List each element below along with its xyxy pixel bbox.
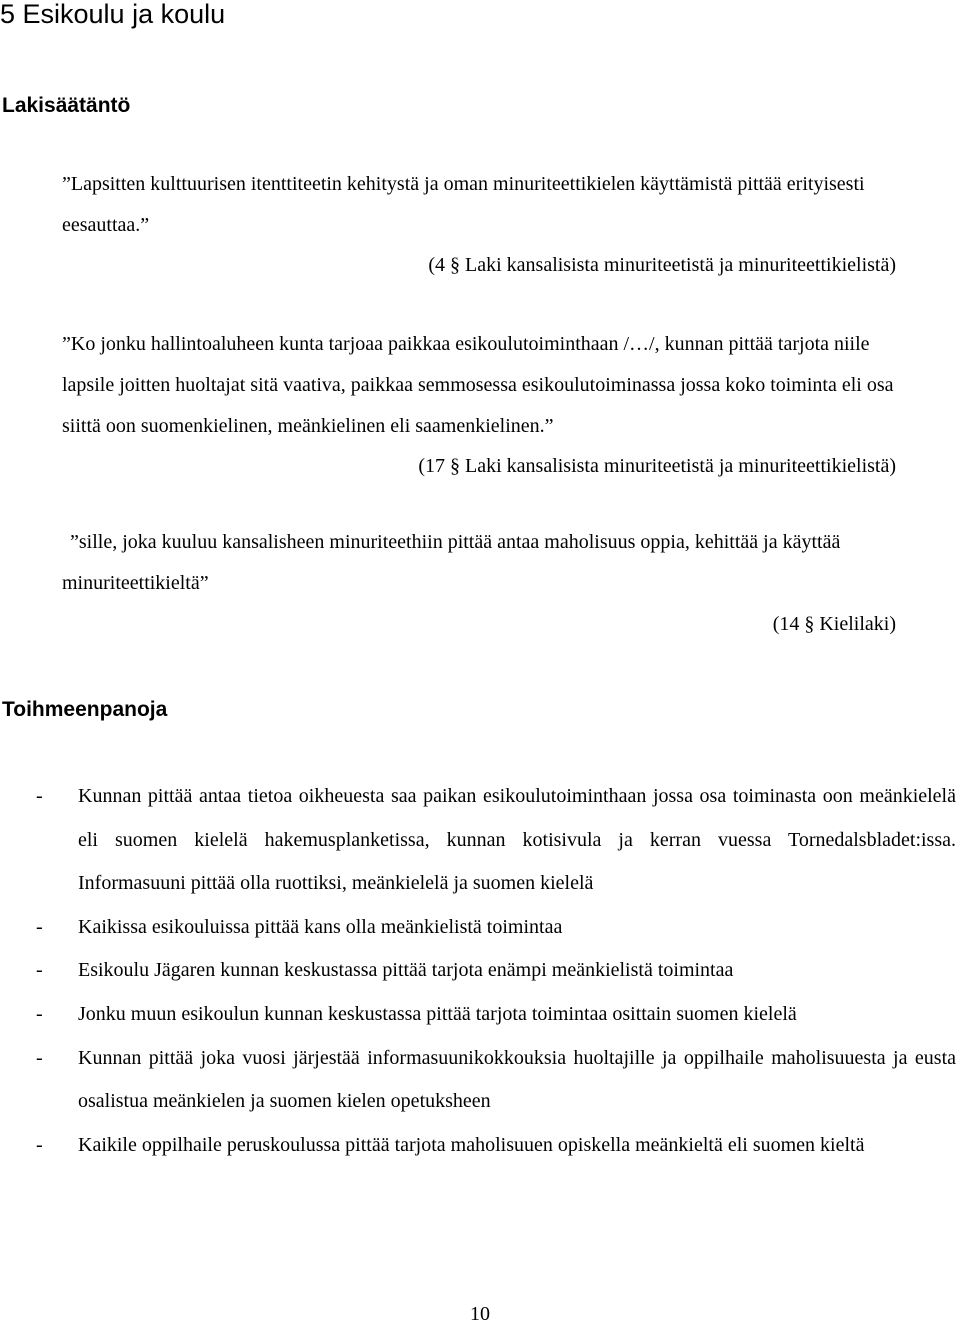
bullet-dash: - bbox=[36, 915, 43, 938]
law-citation: (14 § Kielilaki) bbox=[772, 613, 896, 635]
list-item bbox=[36, 949, 956, 993]
list-item bbox=[36, 1037, 956, 1124]
bullet-dash: - bbox=[36, 1002, 43, 1025]
list-item-text: Kunnan pittää joka vuosi järjestää informasuunikokkouksia huoltajille ja oppilhaile maholisuuesta ja eusta osalistua meänkielen ja suomen kielen opetuksheen bbox=[78, 1046, 956, 1113]
bullet-dash: - bbox=[36, 959, 43, 982]
page-number: 10 bbox=[470, 1303, 490, 1325]
law-quote: ”Lapsitten kulttuurisen itenttiteetin kehitystä ja oman minuriteettikielen käyttämistä pittää erityisesti eesauttaa.” bbox=[62, 173, 865, 236]
bullet-dash: - bbox=[36, 1046, 43, 1069]
law-quote: ”sille, joka kuuluu kansalisheen minuriteethiin pittää antaa maholisuus oppia, kehittää ja käyttää minuriteettikieltä” bbox=[62, 531, 841, 594]
law-citation: (4 § Laki kansalisista minuriteetistä ja minuriteettikielistä) bbox=[428, 254, 896, 276]
list-item bbox=[36, 993, 956, 1037]
list-item-text: Kaikissa esikouluissa pittää kans olla meänkielistä toimintaa bbox=[78, 915, 563, 938]
list-item-text: Esikoulu Jägaren kunnan keskustassa pittää tarjota enämpi meänkielistä toimintaa bbox=[78, 959, 734, 982]
bullet-dash: - bbox=[36, 1133, 43, 1156]
chapter-title: 5 Esikoulu ja koulu bbox=[0, 0, 226, 29]
list-item bbox=[36, 906, 956, 950]
section-heading-legislation: Lakisäätäntö bbox=[2, 94, 131, 117]
list-item-text: Jonku muun esikoulun kunnan keskustassa pittää tarjota toimintaa osittain suomen kielelä bbox=[78, 1002, 797, 1025]
law-quote: ”Ko jonku hallintoaluheen kunta tarjoaa paikkaa esikoulutoiminthaan /…/, kunnan pittää tarjota niile lapsile joitten huoltajat sitä vaativa, paikkaa semmosessa esikoulutoiminassa jossa koko toiminta eli osa siittä oon suomenkielinen, meänkielinen eli saamenkielinen.” bbox=[62, 333, 894, 437]
list-item bbox=[36, 775, 956, 906]
implementation-list bbox=[36, 775, 956, 1167]
bullet-dash: - bbox=[36, 785, 43, 807]
list-item-text: Kunnan pittää antaa tietoa oikheuesta saa paikan esikoulutoiminthaan jossa osa toiminasta oon meänkielelä eli suomen kielelä hakemusplanketissa, kunnan kotisivula ja kerran vuessa Tornedalsbladet:issa. Informasuuni pittää olla ruottiksi, meänkielelä ja suomen kielelä bbox=[78, 785, 956, 895]
list-item bbox=[36, 1124, 956, 1168]
section-heading-implementation: Toihmeenpanoja bbox=[2, 698, 168, 721]
law-citation: (17 § Laki kansalisista minuriteetistä ja minuriteettikielistä) bbox=[418, 455, 896, 477]
list-item-text: Kaikile oppilhaile peruskoulussa pittää tarjota maholisuuen opiskella meänkieltä eli suomen kieltä bbox=[78, 1133, 865, 1156]
